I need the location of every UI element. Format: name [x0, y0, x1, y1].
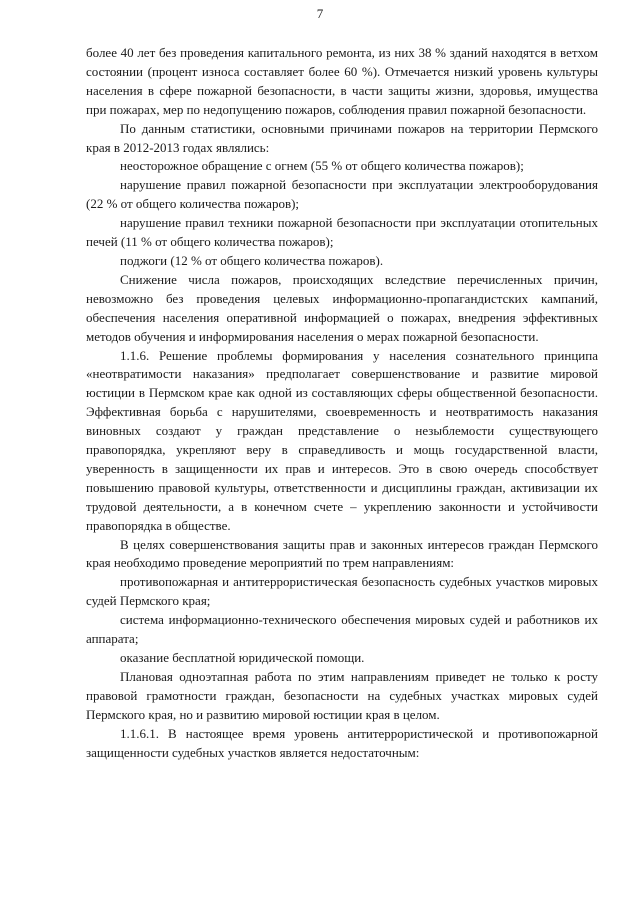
paragraph-section-1-1-6-1: 1.1.6.1. В настоящее время уровень антитеррористической и противопожарной защищенности судебных участков является недостаточным:	[86, 725, 598, 760]
page-number: 7	[316, 6, 324, 21]
list-item-free-legal-aid: оказание бесплатной юридической помощи.	[120, 650, 365, 665]
list-item-it-support: система информационно-технического обеспечения мировых судей и работников их аппарата;	[86, 612, 598, 647]
document-body	[86, 44, 598, 762]
paragraph-three-directions-intro: В целях совершенствования защиты прав и законных интересов граждан Пермского края необходимо проведение мероприятий по трем направлениям:	[86, 536, 598, 571]
paragraph-section-1-1-6: 1.1.6. Решение проблемы формирования у населения сознательного принципа «неотвратимости наказания» предполагает совершенствование и развитие мировой юстиции в Пермском крае как одной из составляющих сферы общественной безопасности. Эффективная борьба с нарушителями, своевременность и неотвратимость наказания виновных создают у граждан представление о незыблемости существующего правопорядка, укрепляют веру в справедливость и мощь государственной власти, уверенность в защищенности их прав и интересов. Это в свою очередь способствует повышению правовой культуры, ответственности и дисциплины граждан, активизации их трудовой деятельности, а в конечном счете – укреплению законности и устойчивости правопорядка в обществе.	[86, 347, 598, 533]
list-item-electrical-violations: нарушение правил пожарной безопасности при эксплуатации электрооборудования (22 % от общего количества пожаров);	[86, 177, 598, 212]
paragraph-planned-work: Плановая одноэтапная работа по этим направлениям приведет не только к росту правовой грамотности граждан, безопасности на судебных участках мировых судей Пермского края, но и развитию мировой юстиции края в целом.	[86, 668, 598, 722]
paragraph-building-condition: более 40 лет без проведения капитального ремонта, из них 38 % зданий находятся в ветхом состоянии (процент износа составляет более 60 %). Отмечается низкий уровень культуры населения в сфере пожарной безопасности, в части защиты жизни, здоровья, имущества при пожарах, мер по недопущению пожаров, соблюдения правил пожарной безопасности.	[86, 45, 598, 117]
paragraph-fire-causes-intro: По данным статистики, основными причинами пожаров на территории Пермского края в 2012-2013 годах являлись:	[86, 120, 598, 155]
paragraph-fire-reduction: Снижение числа пожаров, происходящих вследствие перечисленных причин, невозможно без проведения целевых информационно-пропагандистских кампаний, обеспечения населения оперативной информацией о пожарах, внедрения эффективных методов обучения и информирования населения о мерах пожарной безопасности.	[86, 271, 598, 344]
list-item-fire-terror-safety: противопожарная и антитеррористическая безопасность судебных участков мировых судей Пермского края;	[86, 574, 598, 609]
list-item-stove-violations: нарушение правил техники пожарной безопасности при эксплуатации отопительных печей (11 % от общего количества пожаров);	[86, 215, 598, 250]
list-item-careless-fire-handling: неосторожное обращение с огнем (55 % от общего количества пожаров);	[120, 158, 524, 174]
list-item-arson: поджоги (12 % от общего количества пожаров).	[120, 252, 384, 268]
